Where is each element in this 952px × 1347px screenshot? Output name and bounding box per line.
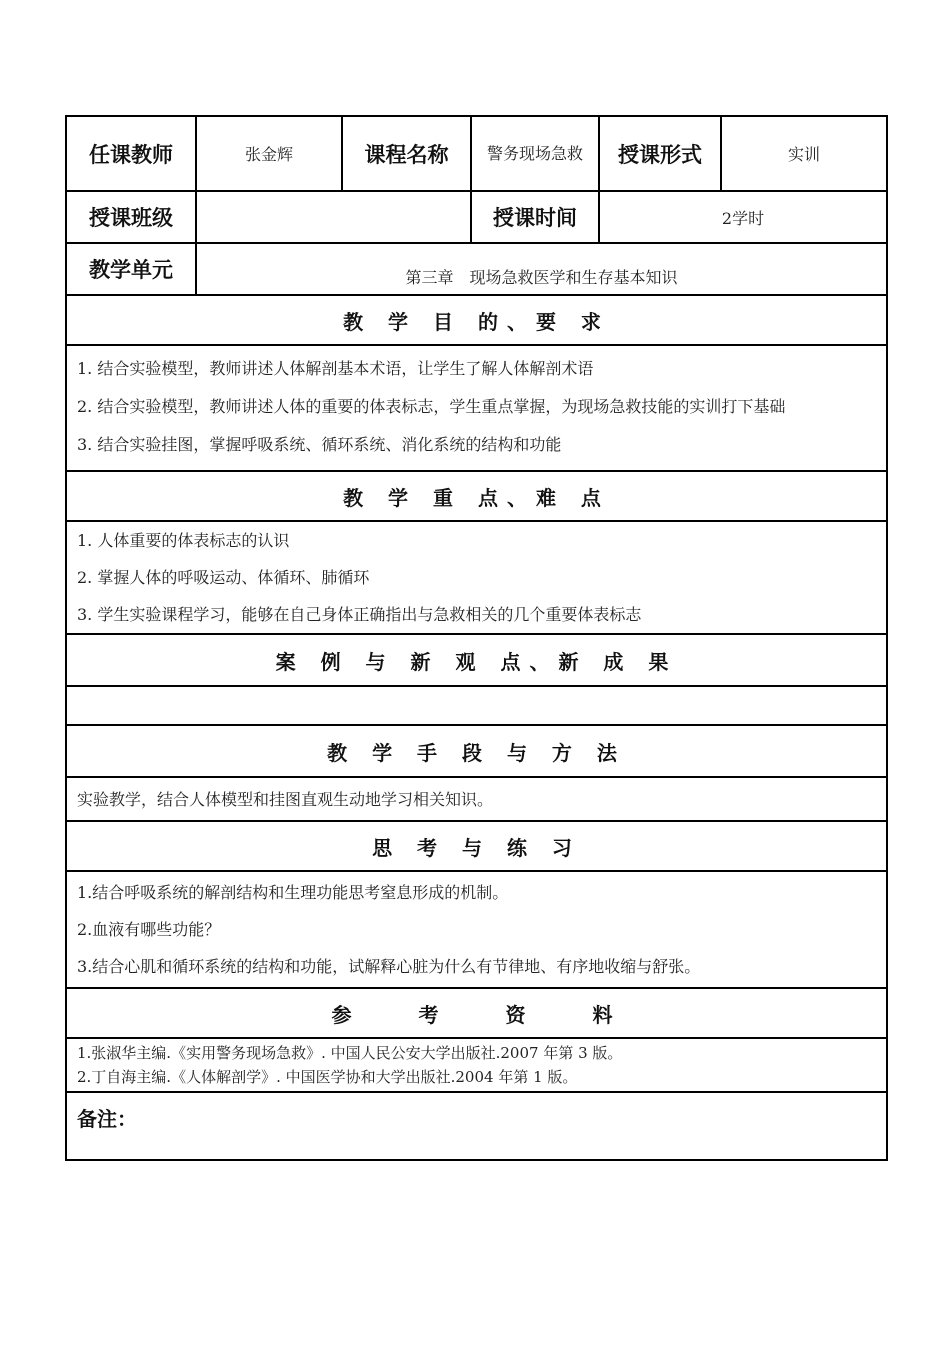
cases-title: 案 例 与 新 观 点、新 成 果 [66, 634, 887, 686]
cases-header-row [66, 634, 887, 686]
keypoints-body-row [66, 521, 887, 634]
methods-header-row [66, 725, 887, 777]
references-title: 参 考 资 料 [66, 988, 887, 1038]
exercise-item: 1.结合呼吸系统的解剖结构和生理功能思考窒息形成的机制。 [77, 883, 509, 902]
methods-title: 教 学 手 段 与 方 法 [66, 725, 887, 777]
objective-item: 1. 结合实验模型，教师讲述人体解剖基本术语，让学生了解人体解剖术语 [77, 359, 594, 378]
lesson-plan-table [65, 115, 888, 1161]
exercise-item: 2.血液有哪些功能？ [77, 920, 221, 939]
class-value [196, 191, 471, 243]
unit-value: 第三章 现场急救医学和生存基本知识 [196, 243, 887, 295]
objective-item: 2. 结合实验模型，教师讲述人体的重要的体表标志，学生重点掌握，为现场急救技能的实训打下基础 [77, 397, 786, 416]
unit-label: 教学单元 [66, 243, 196, 295]
course-value-text: 警务现场急救 [486, 143, 583, 163]
remarks-row [66, 1092, 887, 1160]
exercises-header-row [66, 821, 887, 871]
keypoints-title: 教 学 重 点、难 点 [66, 471, 887, 521]
reference-item: 1.张淑华主编.《实用警务现场急救》. 中国人民公安大学出版社.2007 年第 3 版。 [77, 1044, 623, 1062]
time-value: 2学时 [599, 191, 887, 243]
reference-item: 2.丁自海主编.《人体解剖学》. 中国医学协和大学出版社.2004 年第 1 版。 [77, 1068, 578, 1086]
methods-body: 实验教学，结合人体模型和挂图直观生动地学习相关知识。 [66, 777, 887, 821]
course-value [471, 116, 599, 191]
exercises-body-row [66, 871, 887, 988]
remarks-label: 备注： [66, 1092, 887, 1160]
header-row-1 [66, 116, 887, 191]
references-body-row [66, 1038, 887, 1092]
time-label: 授课时间 [471, 191, 599, 243]
cases-body [66, 686, 887, 725]
objectives-title: 教 学 目 的、要 求 [66, 295, 887, 345]
exercise-item: 3.结合心肌和循环系统的结构和功能，试解释心脏为什么有节律地、有序地收缩与舒张。 [77, 957, 701, 976]
teacher-value: 张金辉 [196, 116, 342, 191]
header-row-2 [66, 191, 887, 243]
form-value: 实训 [721, 116, 887, 191]
references-header-row [66, 988, 887, 1038]
exercises-body [66, 871, 887, 988]
keypoint-item: 2. 掌握人体的呼吸运动、体循环、肺循环 [77, 568, 370, 587]
class-label: 授课班级 [66, 191, 196, 243]
header-row-3 [66, 243, 887, 295]
keypoint-item: 3. 学生实验课程学习，能够在自己身体正确指出与急救相关的几个重要体表标志 [77, 605, 642, 624]
form-label: 授课形式 [599, 116, 721, 191]
teacher-label: 任课教师 [66, 116, 196, 191]
keypoints-header-row [66, 471, 887, 521]
objectives-body-row [66, 345, 887, 471]
cases-body-row [66, 686, 887, 725]
keypoint-item: 1. 人体重要的体表标志的认识 [77, 531, 290, 550]
references-body [66, 1038, 887, 1092]
objective-item: 3. 结合实验挂图，掌握呼吸系统、循环系统、消化系统的结构和功能 [77, 435, 562, 454]
lesson-plan-sheet [65, 115, 886, 1161]
course-label: 课程名称 [342, 116, 471, 191]
exercises-title: 思 考 与 练 习 [66, 821, 887, 871]
keypoints-body [66, 521, 887, 634]
methods-body-row [66, 777, 887, 821]
objectives-body [66, 345, 887, 471]
objectives-header-row [66, 295, 887, 345]
